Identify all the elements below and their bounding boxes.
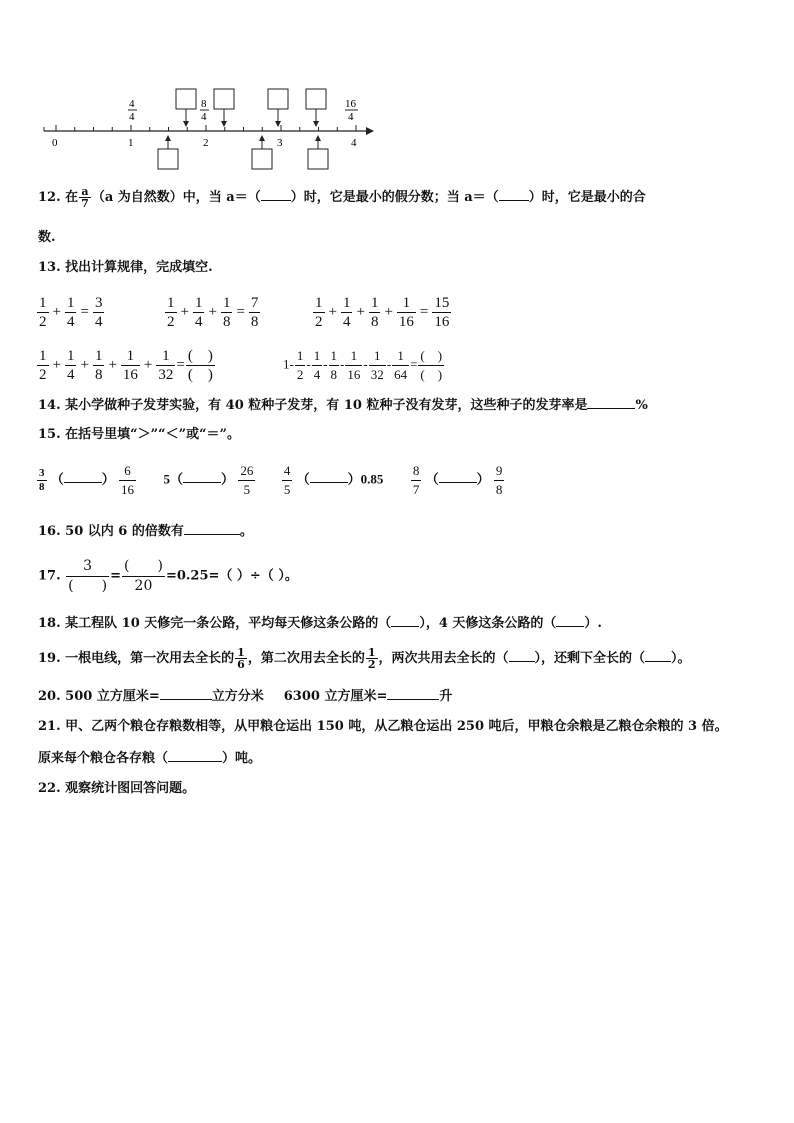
tick-label-4: 4	[351, 137, 357, 149]
svg-text:4: 4	[201, 111, 207, 123]
svg-text:4: 4	[129, 98, 135, 110]
answer-blank[interactable]	[387, 686, 439, 700]
answer-blank[interactable]	[556, 613, 584, 627]
question-number: 14.	[38, 398, 61, 413]
question-number: 19.	[38, 651, 61, 666]
tick-label-2: 2	[203, 137, 209, 149]
answer-box-top-1[interactable]	[176, 89, 196, 109]
svg-text:4: 4	[129, 111, 135, 123]
answer-blank[interactable]	[587, 395, 635, 409]
answer-blank[interactable]	[509, 648, 535, 662]
equation-4: $\frac{1}{2}$ + $\frac{1}{4}$ + $\frac{1}{8}$ + $\frac{1}{16}$ + $\frac{1}{32}$ = $\frac{( )}{( )}$	[39, 348, 213, 383]
answer-box-top-2[interactable]	[214, 89, 234, 109]
question-19: 19. 一根电线，第一次用去全长的 $\frac{1}{6}$ ，第二次用去全长的 $\frac{1}{2}$ ，两次共用去全长的（ ），还剩下全长的（ ）。	[38, 646, 691, 671]
question-number: 16.	[38, 524, 61, 539]
compare-blank-4[interactable]	[439, 469, 477, 483]
question-number: 21.	[38, 719, 61, 734]
svg-text:4: 4	[348, 111, 354, 123]
equation-2: $\frac{1}{2}$ + $\frac{1}{4}$ + $\frac{1}{8}$ = $\frac{7}{8}$	[167, 295, 259, 330]
question-number: 17.	[38, 568, 61, 584]
equation-5: 1- $\frac{1}{2}$ - $\frac{1}{4}$ - $\frac{1}{8}$ - $\frac{1}{16}$ - $\frac{1}{32}$ - $\frac{1}{64}$ = $\frac{( )}{( )}$	[283, 348, 443, 382]
svg-text:16: 16	[345, 98, 356, 110]
answer-blank[interactable]	[645, 648, 671, 662]
answer-blank[interactable]	[168, 748, 222, 762]
question-number: 12.	[38, 190, 61, 205]
question-16: 16. 50 以内 6 的倍数有 。	[38, 521, 253, 541]
question-number: 13.	[38, 260, 61, 275]
frac-label-8-4	[200, 98, 209, 123]
compare-blank-3[interactable]	[310, 469, 348, 483]
answer-blank[interactable]	[160, 686, 212, 700]
fraction-a-over-7: $\frac{a}{7}$	[81, 185, 89, 210]
answer-blank[interactable]	[499, 187, 529, 201]
tick-label-0: 0	[52, 137, 58, 149]
question-14: 14. 某小学做种子发芽实验，有 40 粒种子发芽，有 10 粒种子没有发芽，这些种子的发芽率是 %	[38, 395, 648, 415]
question-title: 找出计算规律，完成填空.	[65, 260, 213, 275]
question-number: 20.	[38, 689, 61, 704]
question-13	[38, 259, 213, 277]
fraction-1-6: $\frac{1}{6}$	[237, 646, 245, 671]
question-21-continued: 原来每个粮仓各存粮（ ）吨。	[38, 748, 261, 768]
equation-3: $\frac{1}{2}$ + $\frac{1}{4}$ + $\frac{1}{8}$ + $\frac{1}{16}$ = $\frac{15}{16}$	[315, 295, 450, 330]
fraction-1-2: $\frac{1}{2}$	[367, 646, 376, 671]
svg-text:8: 8	[201, 98, 207, 110]
question-number: 15.	[38, 427, 61, 442]
question-title: 在括号里填“＞”“＜”或“＝”。	[65, 427, 241, 442]
answer-fraction[interactable]: $\frac{( )}{( )}$	[187, 348, 213, 383]
answer-box-bottom-1[interactable]	[158, 149, 178, 169]
compare-blank-1[interactable]	[64, 469, 102, 483]
question-22: 22. 观察统计图回答问题。	[38, 781, 196, 796]
question-15	[38, 426, 240, 444]
question-21: 21. 甲、乙两个粮仓存粮数相等，从甲粮仓运出 150 吨，从乙粮仓运出 250 吨后，甲粮仓余粮是乙粮仓余粮的 3 倍。	[38, 719, 728, 734]
number-line-figure	[0, 80, 794, 260]
question-number: 18.	[38, 616, 61, 631]
question-number: 22.	[38, 781, 61, 796]
equation-1: $\frac{1}{2}$ + $\frac{1}{4}$ = $\frac{3}{4}$	[39, 295, 103, 330]
number-line	[44, 89, 374, 169]
tick-label-3: 3	[277, 137, 283, 149]
answer-blank[interactable]	[261, 187, 291, 201]
frac-label-4-4	[128, 98, 137, 123]
question-12: 12. 在 $\frac{a}{7}$ （a 为自然数）中，当 a＝（ ）时，它是最小的假分数；当 a＝（ ）时，它是最小的合	[38, 185, 646, 210]
answer-blank[interactable]	[184, 521, 240, 535]
question-20: 20. 500 立方厘米= 立方分米 6300 立方厘米= 升	[38, 686, 452, 706]
compare-blank-2[interactable]	[183, 469, 221, 483]
fraction-3-over-blank[interactable]: $\frac{3}{( )}$	[68, 558, 108, 594]
comparison-row: $\frac{3}{8}$ （ ） $\frac{6}{16}$ 5（ ） $\frac{26}{5}$ $\frac{4}{5}$ （ ）0.85 $\frac{8}{7}$ （ ） $\frac{9}{8}$	[39, 463, 503, 497]
question-18: 18. 某工程队 10 天修完一条公路，平均每天修这条公路的（ ），4 天修这条公路的（ ）.	[38, 613, 602, 633]
answer-blank[interactable]	[391, 613, 419, 627]
answer-box-bottom-3[interactable]	[308, 149, 328, 169]
answer-box-top-3[interactable]	[268, 89, 288, 109]
question-12-continued: 数.	[38, 230, 56, 245]
fraction-blank-over-20[interactable]: $\frac{( )}{20}$	[124, 558, 163, 594]
frac-label-16-4	[345, 98, 358, 123]
tick-label-1: 1	[128, 137, 134, 149]
question-17: 17. $\frac{3}{( )}$ = $\frac{( )}{20}$ =0.25=（ ）÷（ ）。	[38, 558, 298, 594]
answer-box-top-4[interactable]	[306, 89, 326, 109]
answer-box-bottom-2[interactable]	[252, 149, 272, 169]
answer-fraction[interactable]: $\frac{( )}{( )}$	[420, 348, 443, 382]
